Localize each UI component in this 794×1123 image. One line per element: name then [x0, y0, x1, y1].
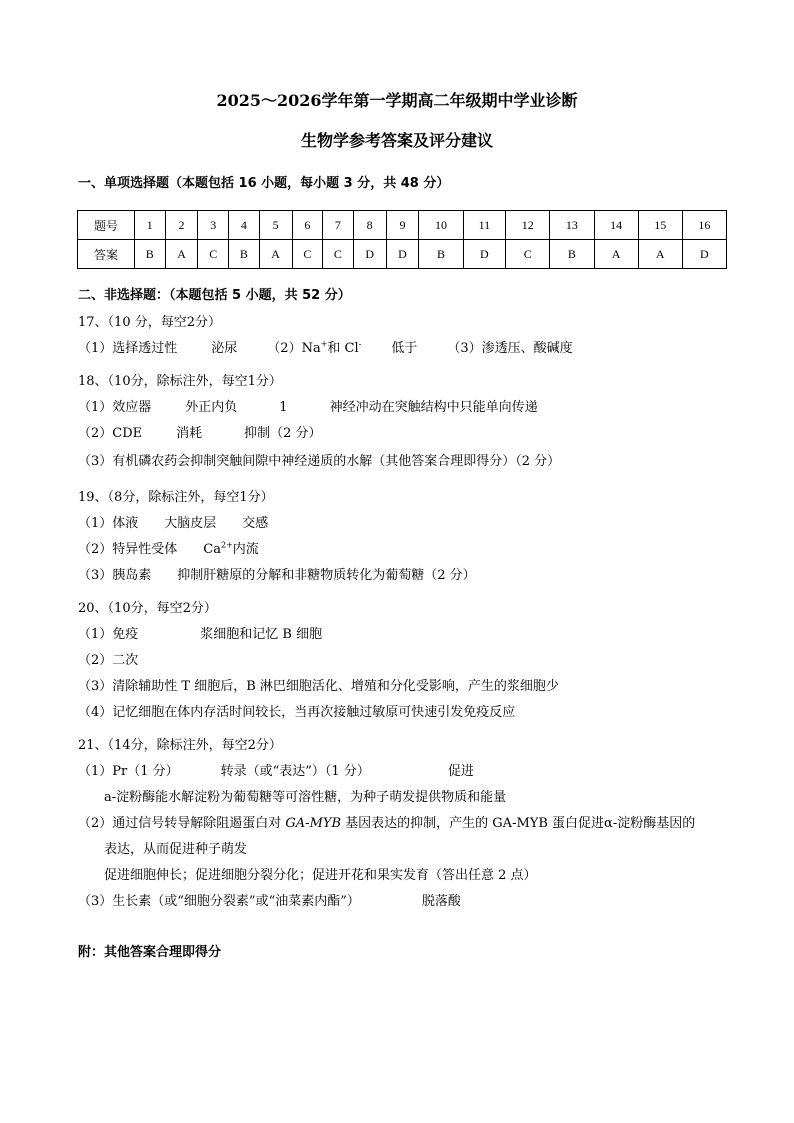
answer-text: （2）通过信号转导解除阻遏蛋白对 [78, 816, 286, 831]
table-cell: 3 [198, 211, 229, 240]
answer-text: 交感 [242, 516, 269, 531]
table-cell: B [135, 240, 166, 269]
page-title: 2025～2026学年第一学期高二年级期中学业诊断 [216, 91, 578, 110]
answer-text: （2）特异性受体 [78, 542, 178, 557]
table-cell: 15 [638, 211, 682, 240]
q21-line-5: 促进细胞伸长；促进细胞分裂分化；促进开花和果实发育（答出任意 2 点） [104, 868, 537, 883]
q18-line-3: （3）有机磷农药会抑制突触间隙中神经递质的水解（其他答案合理即得分）（2 分） [78, 454, 561, 469]
q20-line-1 [78, 623, 322, 642]
answer-text: 促进 [447, 764, 474, 779]
table-cell: 9 [386, 211, 419, 240]
answer-text: 抑制肝糖原的分解和非糖物质转化为葡萄糖（2 分） [177, 568, 476, 583]
table-cell: C [292, 240, 323, 269]
q19-line-1 [78, 512, 268, 531]
superscript: - [358, 339, 362, 349]
answer-text: 内流 [232, 542, 259, 557]
answer-text: 基因表达的抑制，产生的 GA-MYB 蛋白促进α-淀粉酶基因的 [341, 816, 696, 831]
table-cell: A [594, 240, 638, 269]
q18-line-2 [78, 422, 322, 441]
table-cell: 1 [135, 211, 166, 240]
table-cell: 8 [353, 211, 386, 240]
q17-header: 17、（10 分，每空2分） [78, 315, 221, 330]
table-cell: D [386, 240, 419, 269]
table-cell: 7 [323, 211, 354, 240]
table-cell: D [682, 240, 726, 269]
q19-line-2 [78, 538, 259, 557]
q21-line-2: a-淀粉酶能水解淀粉为葡萄糖等可溶性糖，为种子萌发提供物质和能量 [104, 790, 507, 805]
answer-text: 和 Cl [327, 341, 359, 356]
table-cell: 11 [463, 211, 506, 240]
table-cell: A [638, 240, 682, 269]
table-cell: 13 [550, 211, 594, 240]
q21-line-4: 表达，从而促进种子萌发 [104, 842, 248, 857]
q21-line-3 [78, 812, 695, 831]
table-cell: A [259, 240, 292, 269]
q20-header: 20、（10分，每空2分） [78, 601, 217, 616]
answer-text: （1）免疫 [78, 627, 139, 642]
table-cell: 10 [419, 211, 463, 240]
answer-text: 泌尿 [211, 341, 238, 356]
row-label-answer: 答案 [78, 240, 135, 269]
q20-line-4: （4）记忆细胞在体内存活时间较长，当再次接触过敏原可快速引发免疫反应 [78, 705, 516, 720]
table-cell: C [198, 240, 229, 269]
table-cell: C [323, 240, 354, 269]
answer-text: （3）生长素（或“细胞分裂素”或“油菜素内酯”） [78, 894, 360, 909]
page-subtitle: 生物学参考答案及评分建议 [300, 131, 493, 150]
section-2-heading: 二、非选择题：（本题包括 5 小题，共 52 分） [78, 288, 351, 303]
answer-text: （3）渗透压、酸碱度 [447, 341, 573, 356]
answer-text: （2）Na [267, 341, 321, 356]
superscript: 2+ [220, 540, 233, 550]
answer-text: （1）Pr（1 分） [78, 764, 179, 779]
answer-text: 消耗 [176, 426, 203, 441]
answer-text: Ca [203, 542, 221, 557]
gene-name: GA-MYB [285, 816, 342, 831]
answer-text: （1）效应器 [78, 400, 152, 415]
answer-text: （1）体液 [78, 516, 139, 531]
answer-text: 低于 [391, 341, 418, 356]
q20-line-3: （3）清除辅助性 T 细胞后，B 淋巴细胞活化、增殖和分化受影响，产生的浆细胞少 [78, 679, 559, 694]
answer-text: （1）选择透过性 [78, 341, 178, 356]
answer-text: 脱落酸 [421, 894, 461, 909]
superscript: + [320, 339, 328, 349]
table-cell: B [550, 240, 594, 269]
table-cell: 6 [292, 211, 323, 240]
row-label-number: 题号 [78, 211, 135, 240]
answer-text: 外正内负 [185, 400, 238, 415]
footnote: 附：其他答案合理即得分 [78, 945, 222, 960]
table-cell: B [419, 240, 463, 269]
answer-text: （2）CDE [78, 426, 143, 441]
answer-text: 大脑皮层 [164, 516, 217, 531]
answer-text: 1 [279, 400, 288, 415]
table-cell: 5 [259, 211, 292, 240]
answer-text: 浆细胞和记忆 B 细胞 [200, 627, 323, 642]
answer-text: （3）胰岛素 [78, 568, 152, 583]
table-cell: D [463, 240, 506, 269]
answer-text: 神经冲动在突触结构中只能单向传递 [329, 400, 538, 415]
q21-header: 21、（14分，除标注外，每空2分） [78, 738, 282, 753]
table-cell: 16 [682, 211, 726, 240]
q17-line-1 [78, 337, 573, 356]
table-row-answers [78, 240, 727, 269]
q19-line-3 [78, 564, 476, 583]
section-1-heading: 一、单项选择题（本题包括 16 小题，每小题 3 分，共 48 分） [78, 176, 450, 191]
q19-header: 19、（8分，除标注外，每空1分） [78, 490, 274, 505]
table-cell: 2 [165, 211, 198, 240]
answer-text: 转录（或“表达”）（1 分） [220, 764, 370, 779]
q18-line-1 [78, 396, 538, 415]
table-cell: C [506, 240, 550, 269]
q20-line-2: （2）二次 [78, 653, 139, 668]
table-cell: 12 [506, 211, 550, 240]
q21-line-6 [78, 890, 461, 909]
answer-text: 抑制（2 分） [244, 426, 322, 441]
table-row-numbers [78, 211, 727, 240]
table-cell: 14 [594, 211, 638, 240]
q18-header: 18、（10分，除标注外，每空1分） [78, 374, 282, 389]
q21-line-1 [78, 760, 474, 779]
table-cell: 4 [229, 211, 260, 240]
table-cell: D [353, 240, 386, 269]
answer-table [77, 210, 727, 269]
table-cell: A [165, 240, 198, 269]
table-cell: B [229, 240, 260, 269]
